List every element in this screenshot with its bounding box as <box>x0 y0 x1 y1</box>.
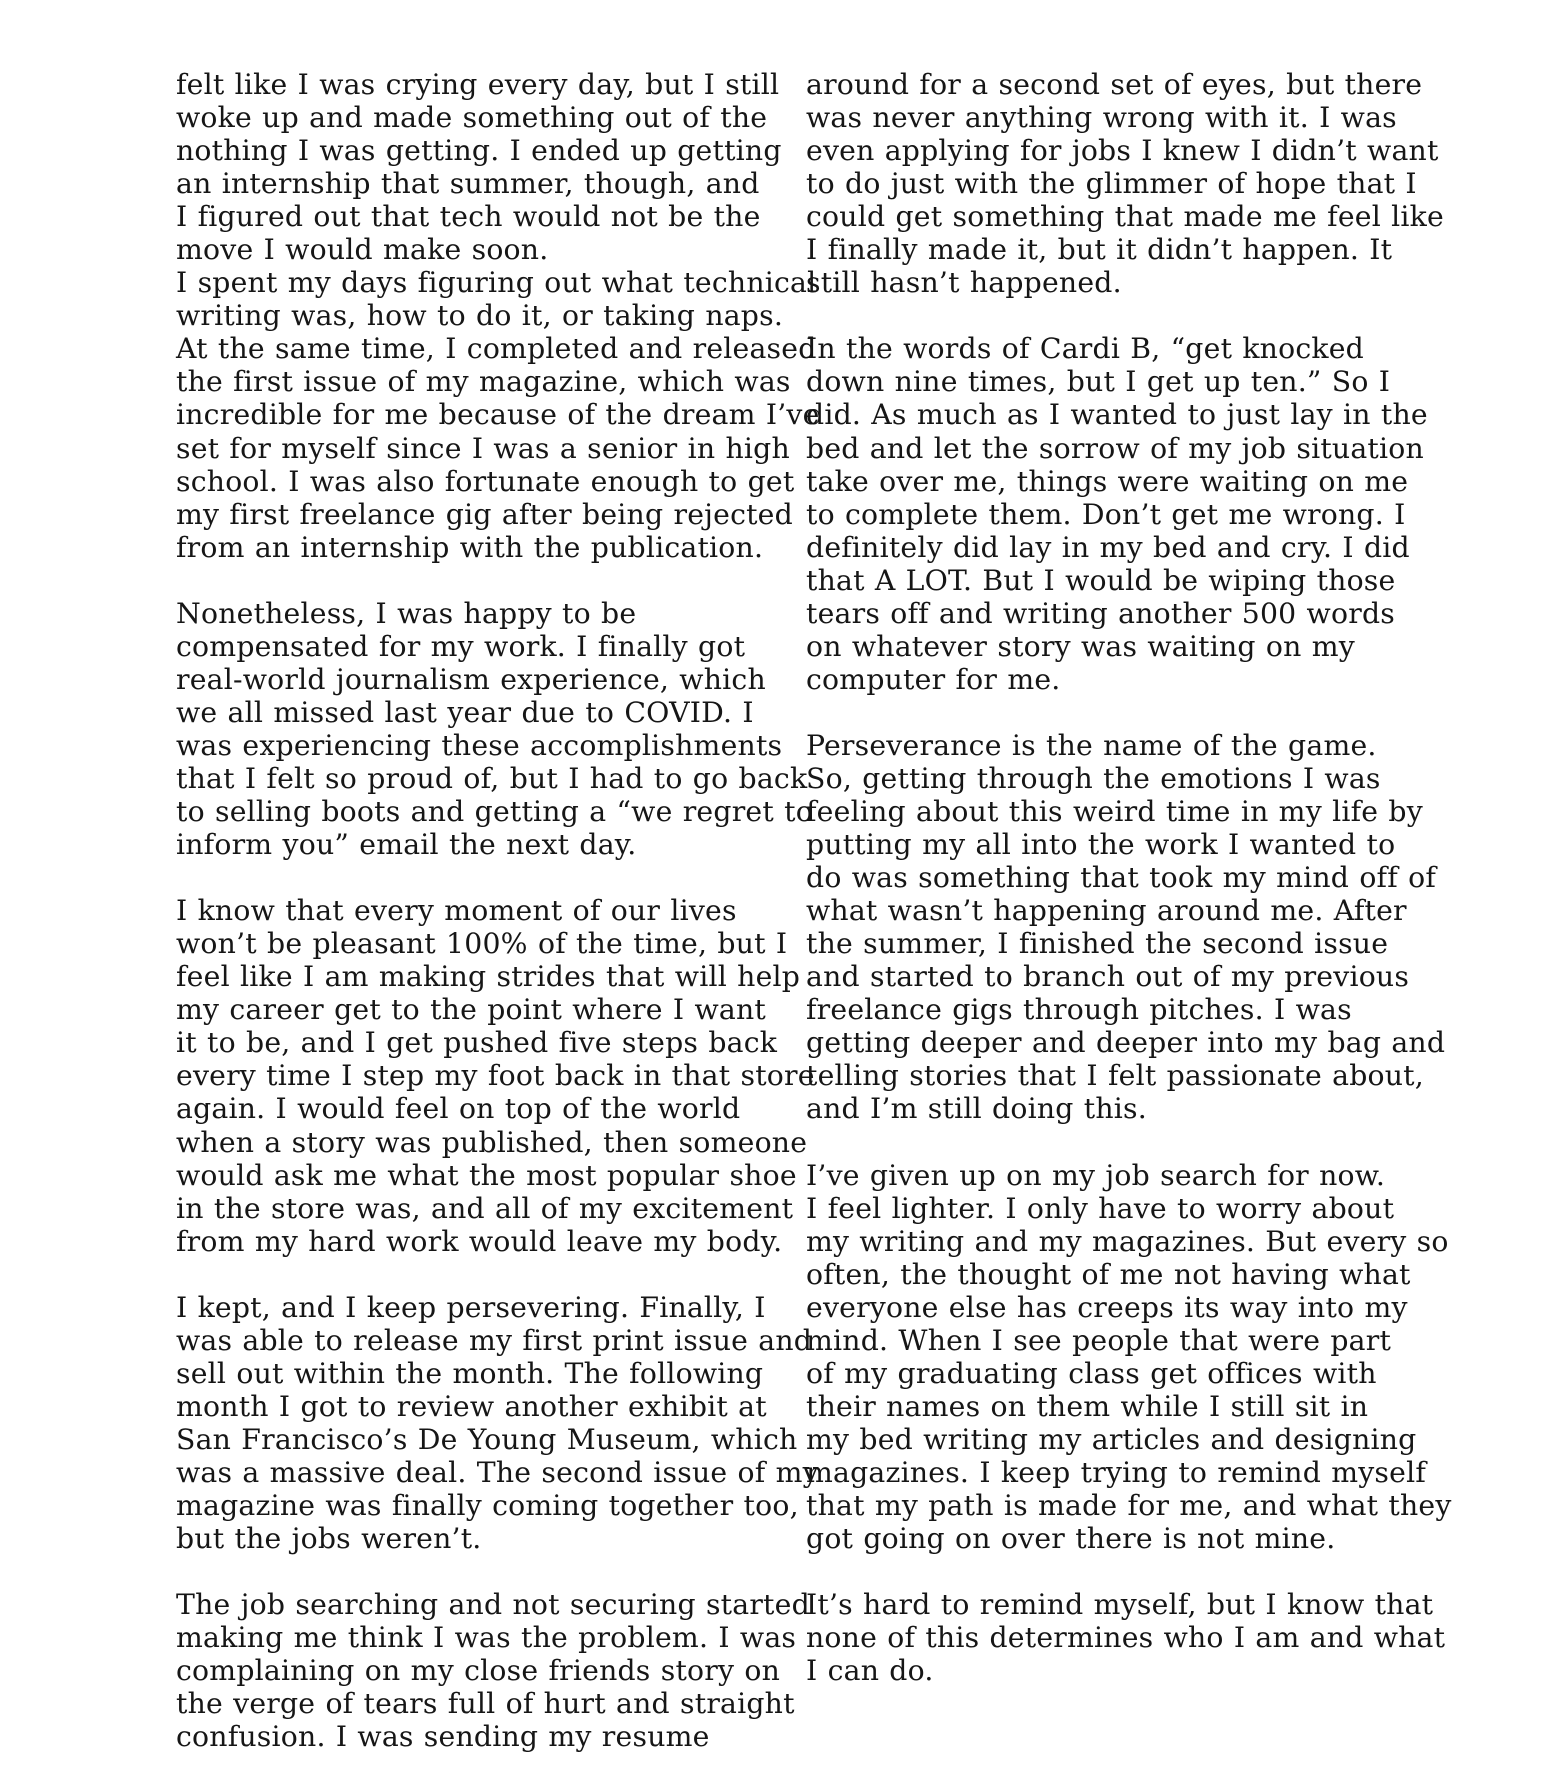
text-line: I know that every moment of our lives <box>176 894 737 928</box>
paragraph <box>806 332 1446 696</box>
text-line: of my graduating class get offices with <box>806 1356 1377 1390</box>
text-line: was never anything wrong with it. I was <box>806 101 1397 135</box>
text-line: my writing and my magazines. But every so <box>806 1224 1449 1258</box>
text-line: It’s hard to remind myself, but I know that <box>806 1588 1434 1622</box>
text-line: tears off and writing another 500 words <box>806 596 1395 630</box>
text-line: compensated for my work. I finally got <box>176 629 746 663</box>
text-line: even applying for jobs I knew I didn’t want <box>806 134 1439 168</box>
text-line: when a story was published, then someone <box>176 1125 808 1159</box>
text-line: the verge of tears full of hurt and straight <box>176 1687 795 1721</box>
paragraph-gap <box>806 1555 1446 1588</box>
text-line: we all missed last year due to COVID. I <box>176 695 754 729</box>
text-line: but the jobs weren’t. <box>176 1522 482 1556</box>
text-line: I finally made it, but it didn’t happen. It <box>806 233 1393 267</box>
text-line: an internship that summer, though, and <box>176 167 760 201</box>
text-line: San Francisco’s De Young Museum, which <box>176 1422 798 1456</box>
text-line: I spent my days figuring out what technical <box>176 266 817 300</box>
text-line: that A LOT. But I would be wiping those <box>806 563 1396 597</box>
text-line: got going on over there is not mine. <box>806 1522 1336 1556</box>
text-line: was experiencing these accomplishments <box>176 728 783 762</box>
text-line: At the same time, I completed and released <box>176 332 817 366</box>
paragraph <box>176 1588 810 1754</box>
text-line: feel like I am making strides that will help <box>176 960 801 994</box>
text-line: month I got to review another exhibit at <box>176 1389 767 1423</box>
text-line: The job searching and not securing started <box>176 1588 810 1622</box>
text-line: magazine was finally coming together too, <box>176 1489 799 1523</box>
text-line: I figured out that tech would not be the <box>176 200 761 234</box>
paragraph-gap <box>176 1555 796 1588</box>
text-line: inform you” email the next day. <box>176 828 637 862</box>
text-line: school. I was also fortunate enough to get <box>176 464 795 498</box>
text-line: could get something that made me feel like <box>806 200 1444 234</box>
text-line: won’t be pleasant 100% of the time, but I <box>176 927 788 961</box>
text-line: to complete them. Don’t get me wrong. I <box>806 497 1406 531</box>
text-line: complaining on my close friends story on <box>176 1654 781 1688</box>
text-line: take over me, things were waiting on me <box>806 464 1409 498</box>
text-line: my bed writing my articles and designing <box>806 1422 1417 1456</box>
text-line: telling stories that I felt passionate about, <box>806 1059 1424 1093</box>
text-line: from an internship with the publication. <box>176 530 764 564</box>
text-line: woke up and made something out of the <box>176 101 768 135</box>
text-line: computer for me. <box>806 662 1061 696</box>
text-line: felt like I was crying every day, but I still <box>176 68 780 101</box>
paragraph-gap <box>176 861 796 894</box>
text-line: it to be, and I get pushed five steps back <box>176 1026 778 1060</box>
text-line: down nine times, but I get up ten.” So I <box>806 365 1391 399</box>
text-line: I’ve given up on my job search for now. <box>806 1158 1386 1192</box>
text-line: to selling boots and getting a “we regret to <box>176 795 813 829</box>
text-line: I kept, and I keep persevering. Finally, I <box>176 1290 766 1324</box>
text-line: real-world journalism experience, which <box>176 662 766 696</box>
text-line: in the store was, and all of my excitement <box>176 1191 794 1225</box>
text-line: their names on them while I still sit in <box>806 1389 1369 1423</box>
text-line: confusion. I was sending my resume <box>176 1720 710 1754</box>
text-line: was a massive deal. The second issue of my <box>176 1455 819 1489</box>
right-column <box>806 68 1452 1688</box>
text-line: would ask me what the most popular shoe <box>176 1158 797 1192</box>
text-line: I can do. <box>806 1654 934 1688</box>
text-line: incredible for me because of the dream I’ve <box>176 398 820 432</box>
text-line: around for a second set of eyes, but there <box>806 68 1423 101</box>
text-line: nothing I was getting. I ended up getting <box>176 134 782 168</box>
text-line: making me think I was the problem. I was <box>176 1621 797 1655</box>
text-line: writing was, how to do it, or taking naps. <box>176 299 784 333</box>
text-line: none of this determines who I am and what <box>806 1621 1446 1655</box>
paragraph <box>176 68 820 564</box>
text-line: getting deeper and deeper into my bag and <box>806 1026 1446 1060</box>
text-line: that my path is made for me, and what they <box>806 1489 1452 1523</box>
text-line: that I felt so proud of, but I had to go back <box>176 761 808 795</box>
text-line: again. I would feel on top of the world <box>176 1092 741 1126</box>
paragraph <box>806 1158 1452 1556</box>
text-line: every time I step my foot back in that store <box>176 1059 815 1093</box>
paragraph <box>176 1290 819 1556</box>
paragraph <box>176 894 815 1258</box>
text-line: do was something that took my mind off of <box>806 861 1436 895</box>
left-column <box>176 68 820 1754</box>
text-line: Perseverance is the name of the game. <box>806 728 1377 762</box>
text-line: everyone else has creeps its way into my <box>806 1290 1408 1324</box>
text-line: and I’m still doing this. <box>806 1092 1147 1126</box>
text-line: bed and let the sorrow of my job situation <box>806 431 1424 465</box>
paragraph-gap <box>806 696 1446 729</box>
text-line: was able to release my first print issue and <box>176 1323 813 1357</box>
text-line: did. As much as I wanted to just lay in the <box>806 398 1428 432</box>
text-line: Nonetheless, I was happy to be <box>176 596 637 630</box>
text-line: often, the thought of me not having what <box>806 1257 1411 1291</box>
paragraph <box>806 729 1446 1126</box>
text-line: In the words of Cardi B, “get knocked <box>806 332 1364 366</box>
text-line: and started to branch out of my previous <box>806 960 1410 994</box>
paragraph-gap <box>176 1258 796 1291</box>
text-line: magazines. I keep trying to remind myself <box>806 1455 1427 1489</box>
text-line: still hasn’t happened. <box>806 266 1122 300</box>
text-line: what wasn’t happening around me. After <box>806 894 1407 928</box>
text-line: I feel lighter. I only have to worry about <box>806 1191 1395 1225</box>
text-line: the summer, I finished the second issue <box>806 927 1389 961</box>
text-line: freelance gigs through pitches. I was <box>806 993 1352 1027</box>
text-line: to do just with the glimmer of hope that I <box>806 167 1417 201</box>
paragraph-gap <box>806 299 1446 332</box>
text-line: my career get to the point where I want <box>176 993 766 1027</box>
text-line: from my hard work would leave my body. <box>176 1224 783 1258</box>
text-line: mind. When I see people that were part <box>806 1323 1392 1357</box>
text-line: putting my all into the work I wanted to <box>806 828 1396 862</box>
text-line: move I would make soon. <box>176 233 549 267</box>
paragraph <box>176 596 813 862</box>
text-line: set for myself since I was a senior in high <box>176 431 790 465</box>
paragraph <box>806 68 1446 299</box>
text-line: definitely did lay in my bed and cry. I did <box>806 530 1410 564</box>
text-line: sell out within the month. The following <box>176 1356 764 1390</box>
text-line: on whatever story was waiting on my <box>806 629 1355 663</box>
text-line: the first issue of my magazine, which was <box>176 365 791 399</box>
paragraph-gap <box>806 1126 1446 1159</box>
paragraph-gap <box>176 564 796 597</box>
text-line: So, getting through the emotions I was <box>806 761 1381 795</box>
text-line: feeling about this weird time in my life by <box>806 795 1423 829</box>
text-line: my first freelance gig after being rejected <box>176 497 793 531</box>
paragraph <box>806 1588 1446 1687</box>
